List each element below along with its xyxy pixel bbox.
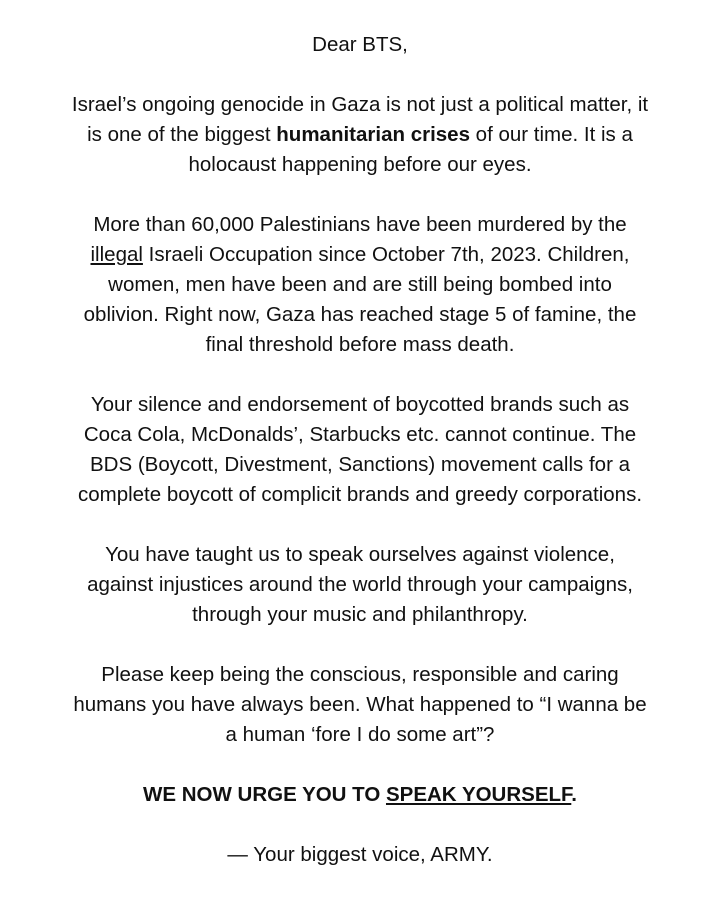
urge-statement bbox=[30, 780, 690, 810]
text-span: oblivion. Right now, Gaza has reached stage 5 of famine, the bbox=[83, 303, 637, 326]
paragraph-keep-being bbox=[30, 660, 690, 750]
text-span: is one of the biggest bbox=[87, 123, 277, 146]
underlined-word-illegal: illegal bbox=[90, 243, 143, 266]
paragraph-line bbox=[30, 420, 690, 450]
paragraph-line bbox=[30, 210, 690, 240]
text-span: Your silence and endorsement of boycotted brands such as bbox=[90, 393, 630, 416]
paragraph-line bbox=[30, 720, 690, 750]
underlined-phrase-speak-yourself: SPEAK YOURSELF bbox=[385, 783, 572, 806]
text-span: Please keep being the conscious, responsible and caring bbox=[101, 663, 619, 686]
paragraph-line bbox=[30, 660, 690, 690]
text-span: a human ‘fore I do some art”? bbox=[225, 723, 495, 746]
text-span: holocaust happening before our eyes. bbox=[188, 153, 532, 176]
paragraph-genocide bbox=[30, 90, 690, 180]
bold-phrase-humanitarian-crises: humanitarian crises bbox=[276, 123, 470, 146]
text-span: humans you have always been. What happened to “I wanna be bbox=[73, 693, 647, 716]
paragraph-line bbox=[30, 450, 690, 480]
paragraph-line bbox=[30, 120, 690, 150]
text-span: Coca Cola, McDonalds’, Starbucks etc. cannot continue. The bbox=[83, 423, 637, 446]
text-span: You have taught us to speak ourselves against violence, bbox=[105, 543, 615, 566]
paragraph-casualties bbox=[30, 210, 690, 360]
paragraph-taught-us bbox=[30, 540, 690, 630]
text-span: Israel’s ongoing genocide in Gaza is not just a political matter, it bbox=[71, 93, 649, 116]
paragraph-line bbox=[30, 240, 690, 270]
salutation: Dear BTS, bbox=[312, 33, 408, 56]
paragraph-line bbox=[30, 570, 690, 600]
text-span: against injustices around the world through your campaigns, bbox=[87, 573, 633, 596]
paragraph-line bbox=[30, 480, 690, 510]
paragraph-boycott bbox=[30, 390, 690, 510]
paragraph-line bbox=[30, 540, 690, 570]
paragraph-line bbox=[30, 330, 690, 360]
text-span: of our time. It is a bbox=[469, 123, 633, 146]
text-span: final threshold before mass death. bbox=[205, 333, 515, 356]
paragraph-line bbox=[30, 690, 690, 720]
text-span: More than 60,000 Palestinians have been murdered by the bbox=[93, 213, 627, 236]
text-span: through your music and philanthropy. bbox=[192, 603, 528, 626]
paragraph-line bbox=[30, 90, 690, 120]
text-span: WE NOW URGE YOU TO bbox=[143, 783, 386, 806]
text-span: Israeli Occupation since October 7th, 2023. Children, bbox=[142, 243, 630, 266]
paragraph-line bbox=[30, 270, 690, 300]
paragraph-line bbox=[30, 150, 690, 180]
text-span: complete boycott of complicit brands and greedy corporations. bbox=[77, 483, 643, 506]
paragraph-line bbox=[30, 600, 690, 630]
paragraph-line bbox=[30, 390, 690, 420]
text-span: women, men have been and are still being bombed into bbox=[108, 273, 612, 296]
paragraph-line bbox=[30, 300, 690, 330]
text-span: . bbox=[571, 783, 577, 806]
signoff: — Your biggest voice, ARMY. bbox=[227, 843, 493, 866]
text-span: BDS (Boycott, Divestment, Sanctions) movement calls for a bbox=[89, 453, 631, 476]
